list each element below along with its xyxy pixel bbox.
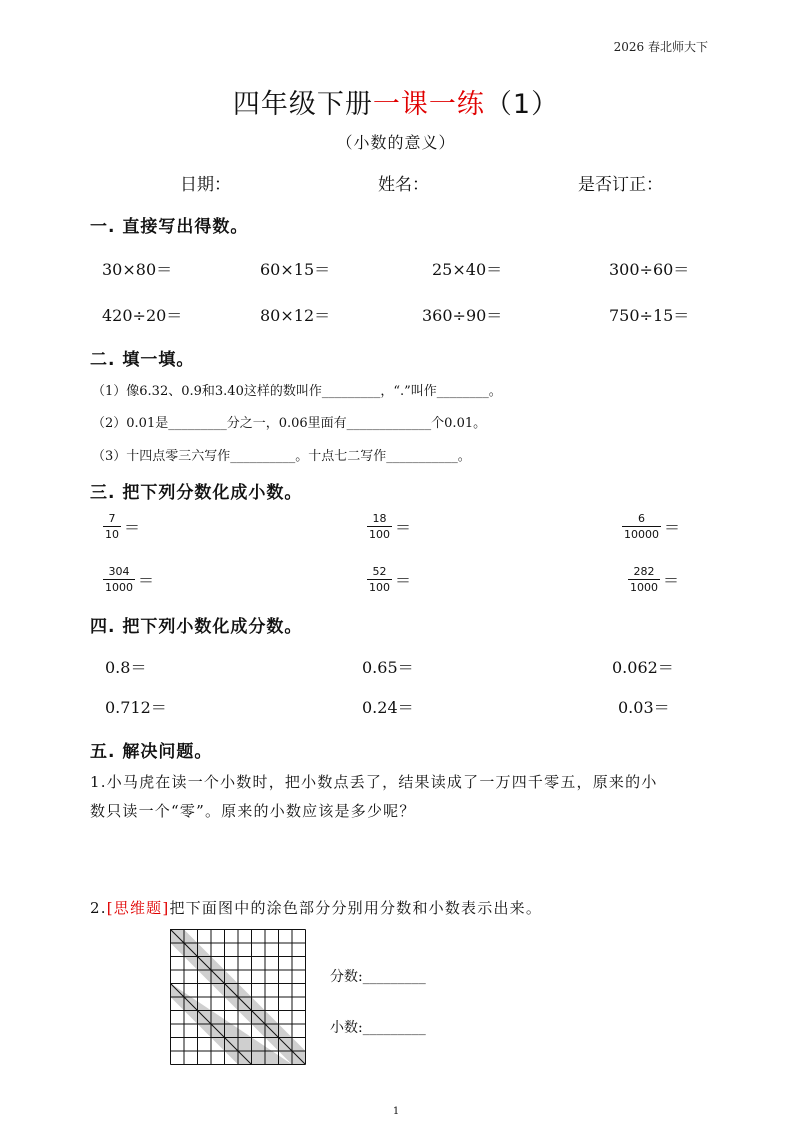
shaded-grid-figure: [170, 929, 306, 1065]
section2-heading: 二. 填一填。: [90, 350, 195, 370]
section1-heading: 一. 直接写出得数。: [90, 217, 249, 237]
fraction-answer: 分数:_________: [330, 969, 426, 985]
fill-item-1: （1）像6.32、0.9和3.40这样的数叫作_________，“.”叫作________。: [92, 384, 502, 399]
fraction-item: [103, 512, 140, 541]
date-label: 日期：: [180, 175, 231, 195]
fraction-denominator: 100: [369, 528, 390, 541]
fraction-numerator: 282: [633, 565, 655, 578]
equals-sign: ＝: [138, 571, 155, 590]
name-label: 姓名：: [378, 175, 429, 195]
equals-sign: ＝: [395, 571, 412, 590]
calc-item: 80×12＝: [260, 306, 331, 325]
fraction-denominator: 1000: [105, 581, 133, 594]
decimal-item: 0.062＝: [612, 658, 674, 677]
fraction-item: [367, 512, 411, 541]
fraction-item: [103, 565, 154, 594]
fraction-item: [628, 565, 679, 594]
fraction-denominator: 10: [105, 528, 119, 541]
header-tag: 2026 春北师大下: [613, 40, 708, 54]
fill-item-3: （3）十四点零三六写作__________。十点七二写作___________。: [92, 449, 471, 464]
corrected-label: 是否订正：: [578, 175, 663, 195]
question2-text: 把下面图中的涂色部分分别用分数和小数表示出来。: [169, 899, 543, 917]
calc-item: 25×40＝: [432, 260, 503, 279]
decimal-item: 0.8＝: [105, 658, 147, 677]
calc-item: 360÷90＝: [422, 306, 503, 325]
section5-heading: 五. 解决问题。: [90, 742, 213, 762]
calc-item: 60×15＝: [260, 260, 331, 279]
fraction-denominator: 1000: [630, 581, 658, 594]
equals-sign: ＝: [664, 518, 681, 537]
decimal-item: 0.24＝: [362, 698, 414, 717]
page-subtitle: （小数的意义）: [336, 133, 456, 152]
section3-heading: 三. 把下列分数化成小数。: [90, 483, 303, 503]
decimal-item: 0.03＝: [618, 698, 670, 717]
question1-line2: 数只读一个“零”。原来的小数应该是多少呢？: [90, 802, 416, 820]
page-title: [0, 82, 792, 121]
question2: [90, 897, 542, 918]
fraction-numerator: 52: [372, 565, 387, 578]
decimal-item: 0.712＝: [105, 698, 167, 717]
thinking-tag: [思维题]: [106, 899, 170, 917]
page-number: 1: [392, 1106, 400, 1117]
question2-number: 2.: [90, 899, 107, 917]
calc-item: 30×80＝: [102, 260, 173, 279]
equals-sign: ＝: [663, 571, 680, 590]
title-suffix: （1）: [484, 89, 560, 120]
equals-sign: ＝: [124, 518, 141, 537]
question1-line1: 1.小马虎在读一个小数时，把小数点丢了，结果读成了一万四千零五，原来的小: [90, 773, 658, 791]
fraction-numerator: 18: [372, 512, 387, 525]
fraction-numerator: 304: [108, 565, 130, 578]
fraction-denominator: 100: [369, 581, 390, 594]
decimal-item: 0.65＝: [362, 658, 414, 677]
fraction-numerator: 7: [108, 512, 116, 525]
calc-item: 750÷15＝: [609, 306, 690, 325]
fraction-numerator: 6: [638, 512, 645, 525]
fraction-item: [622, 512, 680, 541]
section4-heading: 四. 把下列小数化成分数。: [90, 617, 303, 637]
fraction-denominator: 10000: [624, 528, 659, 541]
decimal-answer: 小数:_________: [330, 1020, 426, 1036]
title-highlight: 一课一练: [372, 89, 485, 120]
equals-sign: ＝: [395, 518, 412, 537]
fraction-item: [367, 565, 411, 594]
calc-item: 420÷20＝: [102, 306, 183, 325]
title-main: 四年级下册: [232, 89, 373, 120]
calc-item: 300÷60＝: [609, 260, 690, 279]
fill-item-2: （2）0.01是_________分之一，0.06里面有_____________个0.01。: [92, 416, 487, 431]
